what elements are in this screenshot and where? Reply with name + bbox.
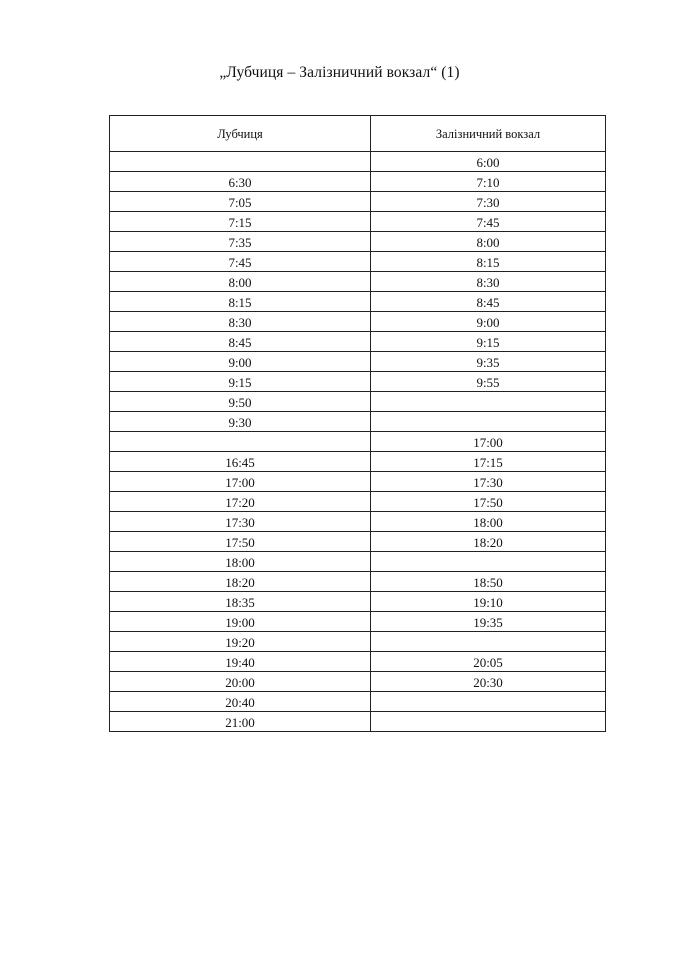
- table-row: [110, 212, 606, 232]
- table-row: [110, 492, 606, 512]
- departure-lubchytsia-cell: 18:35: [110, 592, 371, 612]
- departure-lubchytsia-cell: 18:20: [110, 572, 371, 592]
- departure-lubchytsia-cell: 17:00: [110, 472, 371, 492]
- departure-lubchytsia-cell: 19:40: [110, 652, 371, 672]
- column-header-lubchytsia: Лубчиця: [110, 116, 371, 152]
- column-header-railway-station: Залізничний вокзал: [371, 116, 606, 152]
- departure-lubchytsia-cell: 17:50: [110, 532, 371, 552]
- departure-lubchytsia-cell: 8:00: [110, 272, 371, 292]
- departure-lubchytsia-cell: 7:45: [110, 252, 371, 272]
- table-row: [110, 172, 606, 192]
- departure-lubchytsia-cell: 9:50: [110, 392, 371, 412]
- departure-railway-station-cell: 8:45: [371, 292, 606, 312]
- departure-railway-station-cell: 17:00: [371, 432, 606, 452]
- timetable: [109, 115, 606, 732]
- departure-railway-station-cell: 8:15: [371, 252, 606, 272]
- departure-railway-station-cell: 17:30: [371, 472, 606, 492]
- table-row: [110, 292, 606, 312]
- timetable-body: [110, 152, 606, 732]
- departure-railway-station-cell: 19:35: [371, 612, 606, 632]
- departure-railway-station-cell: 18:20: [371, 532, 606, 552]
- departure-railway-station-cell: [371, 552, 606, 572]
- table-row: [110, 312, 606, 332]
- table-row: [110, 372, 606, 392]
- table-row: [110, 712, 606, 732]
- departure-railway-station-cell: [371, 632, 606, 652]
- departure-lubchytsia-cell: 19:00: [110, 612, 371, 632]
- table-row: [110, 352, 606, 372]
- departure-railway-station-cell: 18:50: [371, 572, 606, 592]
- table-row: [110, 332, 606, 352]
- table-row: [110, 432, 606, 452]
- departure-railway-station-cell: 17:15: [371, 452, 606, 472]
- departure-railway-station-cell: 8:30: [371, 272, 606, 292]
- table-row: [110, 572, 606, 592]
- departure-railway-station-cell: [371, 692, 606, 712]
- table-row: [110, 252, 606, 272]
- departure-lubchytsia-cell: [110, 432, 371, 452]
- departure-railway-station-cell: 19:10: [371, 592, 606, 612]
- table-row: [110, 392, 606, 412]
- departure-lubchytsia-cell: [110, 152, 371, 172]
- departure-railway-station-cell: 20:05: [371, 652, 606, 672]
- table-row: [110, 192, 606, 212]
- table-row: [110, 152, 606, 172]
- departure-railway-station-cell: 7:45: [371, 212, 606, 232]
- departure-lubchytsia-cell: 20:40: [110, 692, 371, 712]
- departure-railway-station-cell: [371, 412, 606, 432]
- departure-lubchytsia-cell: 20:00: [110, 672, 371, 692]
- departure-railway-station-cell: 7:30: [371, 192, 606, 212]
- departure-railway-station-cell: 8:00: [371, 232, 606, 252]
- departure-railway-station-cell: 9:15: [371, 332, 606, 352]
- departure-lubchytsia-cell: 17:20: [110, 492, 371, 512]
- table-row: [110, 412, 606, 432]
- departure-railway-station-cell: 17:50: [371, 492, 606, 512]
- departure-railway-station-cell: [371, 712, 606, 732]
- table-row: [110, 672, 606, 692]
- departure-railway-station-cell: 18:00: [371, 512, 606, 532]
- departure-lubchytsia-cell: 18:00: [110, 552, 371, 572]
- departure-railway-station-cell: [371, 392, 606, 412]
- table-row: [110, 532, 606, 552]
- departure-lubchytsia-cell: 7:35: [110, 232, 371, 252]
- table-row: [110, 552, 606, 572]
- departure-lubchytsia-cell: 6:30: [110, 172, 371, 192]
- departure-lubchytsia-cell: 16:45: [110, 452, 371, 472]
- departure-lubchytsia-cell: 9:15: [110, 372, 371, 392]
- departure-lubchytsia-cell: 19:20: [110, 632, 371, 652]
- table-row: [110, 232, 606, 252]
- departure-railway-station-cell: 9:55: [371, 372, 606, 392]
- departure-railway-station-cell: 20:30: [371, 672, 606, 692]
- departure-lubchytsia-cell: 9:00: [110, 352, 371, 372]
- departure-railway-station-cell: 6:00: [371, 152, 606, 172]
- table-row: [110, 692, 606, 712]
- table-row: [110, 592, 606, 612]
- table-row: [110, 652, 606, 672]
- departure-lubchytsia-cell: 9:30: [110, 412, 371, 432]
- document-title: „Лубчиця – Залізничний вокзал“ (1): [219, 64, 460, 81]
- departure-lubchytsia-cell: 21:00: [110, 712, 371, 732]
- departure-lubchytsia-cell: 8:30: [110, 312, 371, 332]
- table-row: [110, 272, 606, 292]
- table-row: [110, 632, 606, 652]
- departure-lubchytsia-cell: 7:05: [110, 192, 371, 212]
- departure-lubchytsia-cell: 8:45: [110, 332, 371, 352]
- departure-lubchytsia-cell: 8:15: [110, 292, 371, 312]
- table-row: [110, 512, 606, 532]
- departure-lubchytsia-cell: 17:30: [110, 512, 371, 532]
- table-row: [110, 612, 606, 632]
- table-header-row: [110, 116, 606, 152]
- table-row: [110, 472, 606, 492]
- departure-railway-station-cell: 7:10: [371, 172, 606, 192]
- departure-railway-station-cell: 9:35: [371, 352, 606, 372]
- table-row: [110, 452, 606, 472]
- departure-lubchytsia-cell: 7:15: [110, 212, 371, 232]
- departure-railway-station-cell: 9:00: [371, 312, 606, 332]
